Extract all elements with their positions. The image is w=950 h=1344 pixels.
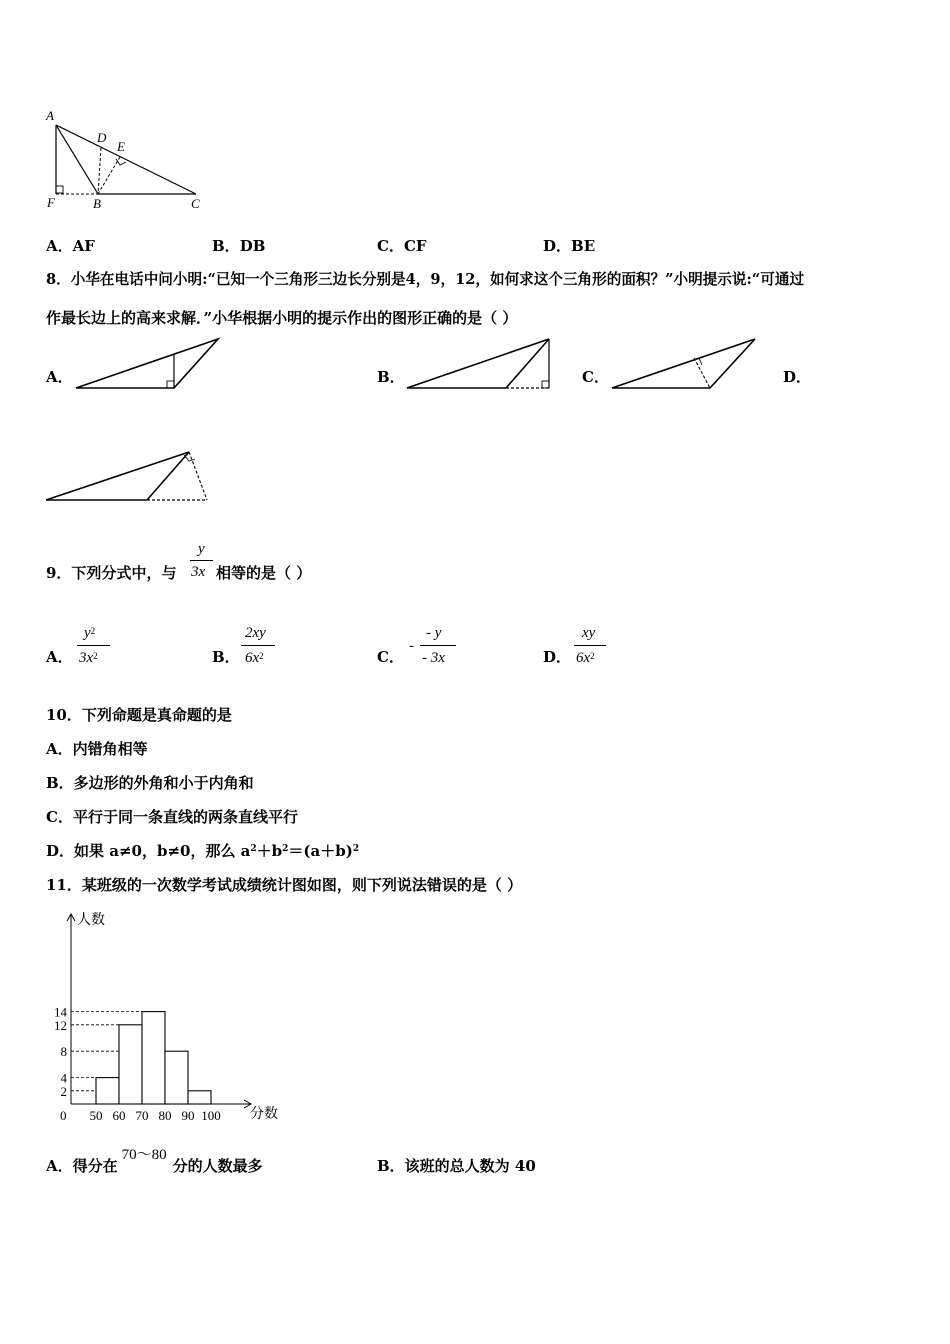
q7-option-d[interactable]: D．BE	[543, 237, 596, 255]
y-tick-label: 12	[54, 1017, 67, 1033]
q9-frac-bar	[190, 560, 213, 561]
q11-question: 11．某班级的一次数学考试成绩统计图如图，则下列说法错误的是（ ）	[46, 876, 523, 894]
x-tick-label: 100	[201, 1108, 221, 1123]
q7-triangle-figure	[40, 105, 220, 215]
q10-option-b[interactable]: B．多边形的外角和小于内角和	[46, 774, 254, 792]
q9-option-b-numerator: 2xy	[245, 625, 266, 641]
q7-option-b[interactable]: B．DB	[212, 237, 266, 255]
q7-label-c: C	[191, 196, 200, 211]
q9-option-c-bar	[420, 645, 456, 646]
q9-option-b-label[interactable]: B．	[212, 648, 240, 666]
q9-option-a-bar	[77, 645, 110, 646]
y-tick-label: 14	[54, 1004, 67, 1020]
q9-question-suffix: 相等的是（ ）	[216, 564, 312, 582]
q9-question-prefix: 9．下列分式中，与	[46, 564, 177, 582]
y-axis-label: 人数	[77, 912, 105, 928]
q9-frac-numerator: y	[198, 541, 205, 557]
q9-option-a-numerator: $y^2$	[84, 625, 96, 641]
x-tick-label: 50	[89, 1108, 103, 1123]
q7-option-c[interactable]: C．CF	[377, 237, 427, 255]
q9-option-a-denominator: $3x^2$	[79, 650, 98, 666]
y-tick-label: 2	[60, 1083, 67, 1099]
q9-option-b-bar	[241, 645, 275, 646]
q8-option-c-label[interactable]: C．	[582, 368, 609, 386]
q11-option-b[interactable]: B．该班的总人数为 40	[377, 1157, 536, 1175]
q7-label-b: B	[93, 196, 101, 211]
q7-option-a[interactable]: A．AF	[46, 237, 95, 255]
q9-option-c-numerator: - y	[426, 625, 442, 641]
x-axis-label: 分数	[250, 1106, 278, 1122]
q8-option-d-figure[interactable]	[44, 447, 214, 505]
histogram-bar	[96, 1078, 119, 1104]
x-tick-label: 80	[158, 1108, 172, 1123]
x-tick-label: 60	[112, 1108, 126, 1123]
q9-frac-denominator: 3x	[191, 564, 206, 580]
q7-label-a: A	[46, 108, 54, 123]
q7-label-e: E	[117, 139, 125, 154]
q9-option-d-label[interactable]: D．	[543, 648, 572, 666]
q10-question: 10．下列命题是真命题的是	[46, 706, 232, 724]
histogram-bar	[119, 1025, 142, 1104]
q8-question-line1: 8．小华在电话中问小明:“已知一个三角形三边长分别是4，9，12，如何求这个三角形的面积？”小明提示说:“可通过	[46, 271, 805, 288]
q9-option-d-numerator: xy	[582, 625, 596, 641]
q10-option-d[interactable]: D．如果 a≠0，b≠0，那么 $a^2+b^2=(a+b)^2$	[46, 842, 360, 860]
q9-option-c-label[interactable]: C．	[377, 648, 404, 666]
y-tick-label: 4	[60, 1070, 67, 1086]
q8-option-b-figure[interactable]	[403, 335, 555, 393]
x-tick-label: 70	[135, 1108, 149, 1123]
histogram-bar	[188, 1091, 211, 1104]
q8-option-a-figure[interactable]	[72, 335, 222, 393]
q8-option-c-figure[interactable]	[608, 335, 760, 393]
q7-label-d: D	[97, 130, 107, 145]
q10-option-a[interactable]: A．内错角相等	[46, 740, 148, 758]
q9-option-c-sign: -	[409, 638, 414, 654]
q11-option-a[interactable]: A．得分在70～80分的人数最多	[46, 1147, 263, 1175]
y-tick-label: 8	[60, 1044, 67, 1060]
q7-label-f: F	[47, 195, 55, 210]
q9-option-c-denominator: - 3x	[422, 650, 445, 666]
x-tick-label: 90	[181, 1108, 195, 1123]
q11-option-a-range: 70～80	[121, 1147, 167, 1163]
histogram-bar	[165, 1051, 188, 1104]
q8-option-d-label[interactable]: D．	[783, 368, 812, 386]
q9-option-d-bar	[574, 645, 606, 646]
histogram-bar	[142, 1012, 165, 1104]
q8-option-a-label[interactable]: A．	[46, 368, 73, 386]
q9-option-b-denominator: $6x^2$	[245, 650, 264, 666]
q11-histogram	[40, 905, 290, 1130]
q10-option-c[interactable]: C．平行于同一条直线的两条直线平行	[46, 808, 298, 826]
q8-question-line2: 作最长边上的高来求解．”小华根据小明的提示作出的图形正确的是（ ）	[46, 309, 518, 327]
q9-option-a-label[interactable]: A．	[46, 648, 73, 666]
q9-option-d-denominator: $6x^2$	[576, 650, 595, 666]
x-tick-label: 0	[60, 1108, 67, 1123]
q8-option-b-label[interactable]: B．	[377, 368, 405, 386]
